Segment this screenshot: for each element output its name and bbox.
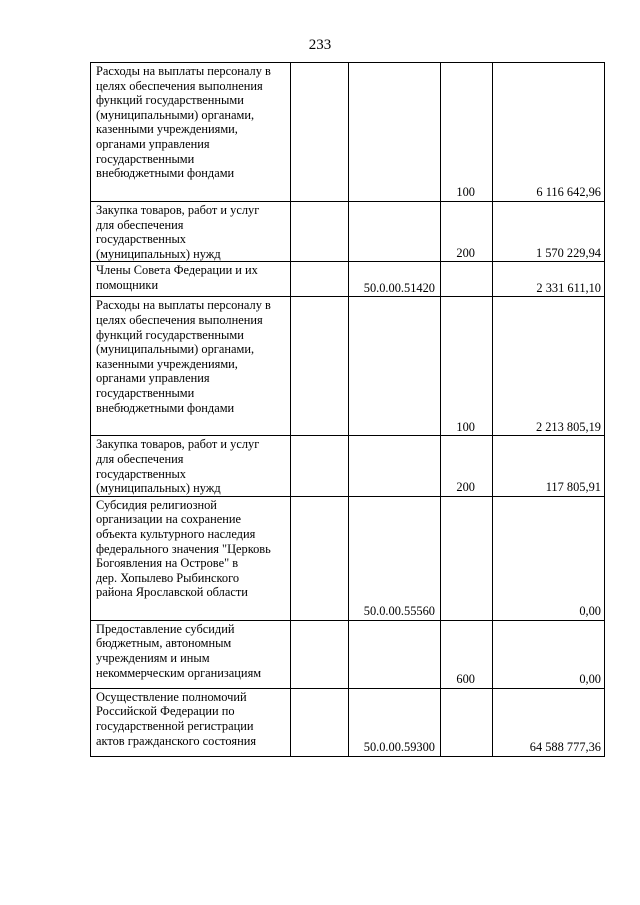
row-type-cell: 200	[441, 436, 493, 496]
table-row	[91, 262, 605, 297]
empty-cell	[291, 202, 349, 262]
table-row	[91, 297, 605, 436]
row-name-cell: Предоставление субсидий бюджетным, автономным учреждениям и иным некоммерческим организациям	[91, 620, 291, 688]
row-code-cell	[349, 297, 441, 436]
row-code-cell	[349, 63, 441, 202]
empty-cell	[291, 63, 349, 202]
table-row	[91, 202, 605, 262]
row-sum-cell: 0,00	[493, 496, 605, 620]
row-sum-cell: 117 805,91	[493, 436, 605, 496]
row-type-cell: 600	[441, 620, 493, 688]
row-type-cell: 200	[441, 202, 493, 262]
budget-table	[90, 62, 605, 757]
row-name-cell: Члены Совета Федерации и их помощники	[91, 262, 291, 297]
row-code-cell: 50.0.00.55560	[349, 496, 441, 620]
row-code-cell	[349, 436, 441, 496]
row-type-cell	[441, 496, 493, 620]
empty-cell	[291, 620, 349, 688]
row-code-cell: 50.0.00.51420	[349, 262, 441, 297]
row-name-cell: Расходы на выплаты персоналу в целях обеспечения выполнения функций государственными (муниципальными) органами, казенными учреждениями, органами управления государственными внебюджетными фондами	[91, 297, 291, 436]
table-row	[91, 436, 605, 496]
empty-cell	[291, 688, 349, 756]
empty-cell	[291, 496, 349, 620]
empty-cell	[291, 297, 349, 436]
row-code-cell	[349, 202, 441, 262]
row-code-cell: 50.0.00.59300	[349, 688, 441, 756]
row-sum-cell: 2 331 611,10	[493, 262, 605, 297]
empty-cell	[291, 436, 349, 496]
row-sum-cell: 0,00	[493, 620, 605, 688]
row-name-cell: Расходы на выплаты персоналу в целях обеспечения выполнения функций государственными (муниципальными) органами, казенными учреждениями, органами управления государственными внебюджетными фондами	[91, 63, 291, 202]
row-type-cell: 100	[441, 63, 493, 202]
row-code-cell	[349, 620, 441, 688]
row-sum-cell: 1 570 229,94	[493, 202, 605, 262]
row-type-cell	[441, 688, 493, 756]
row-name-cell: Субсидия религиозной организации на сохранение объекта культурного наследия федерального значения "Церковь Богоявления на Острове" в дер. Хопылево Рыбинского района Ярославской области	[91, 496, 291, 620]
table-row	[91, 63, 605, 202]
row-type-cell	[441, 262, 493, 297]
table-row	[91, 496, 605, 620]
row-sum-cell: 2 213 805,19	[493, 297, 605, 436]
row-name-cell: Закупка товаров, работ и услуг для обеспечения государственных (муниципальных) нужд	[91, 436, 291, 496]
row-name-cell: Осуществление полномочий Российской Федерации по государственной регистрации актов гражданского состояния	[91, 688, 291, 756]
page-number: 233	[308, 37, 332, 53]
table-row	[91, 688, 605, 756]
table-row	[91, 620, 605, 688]
row-name-cell: Закупка товаров, работ и услуг для обеспечения государственных (муниципальных) нужд	[91, 202, 291, 262]
row-sum-cell: 64 588 777,36	[493, 688, 605, 756]
row-sum-cell: 6 116 642,96	[493, 63, 605, 202]
empty-cell	[291, 262, 349, 297]
row-type-cell: 100	[441, 297, 493, 436]
